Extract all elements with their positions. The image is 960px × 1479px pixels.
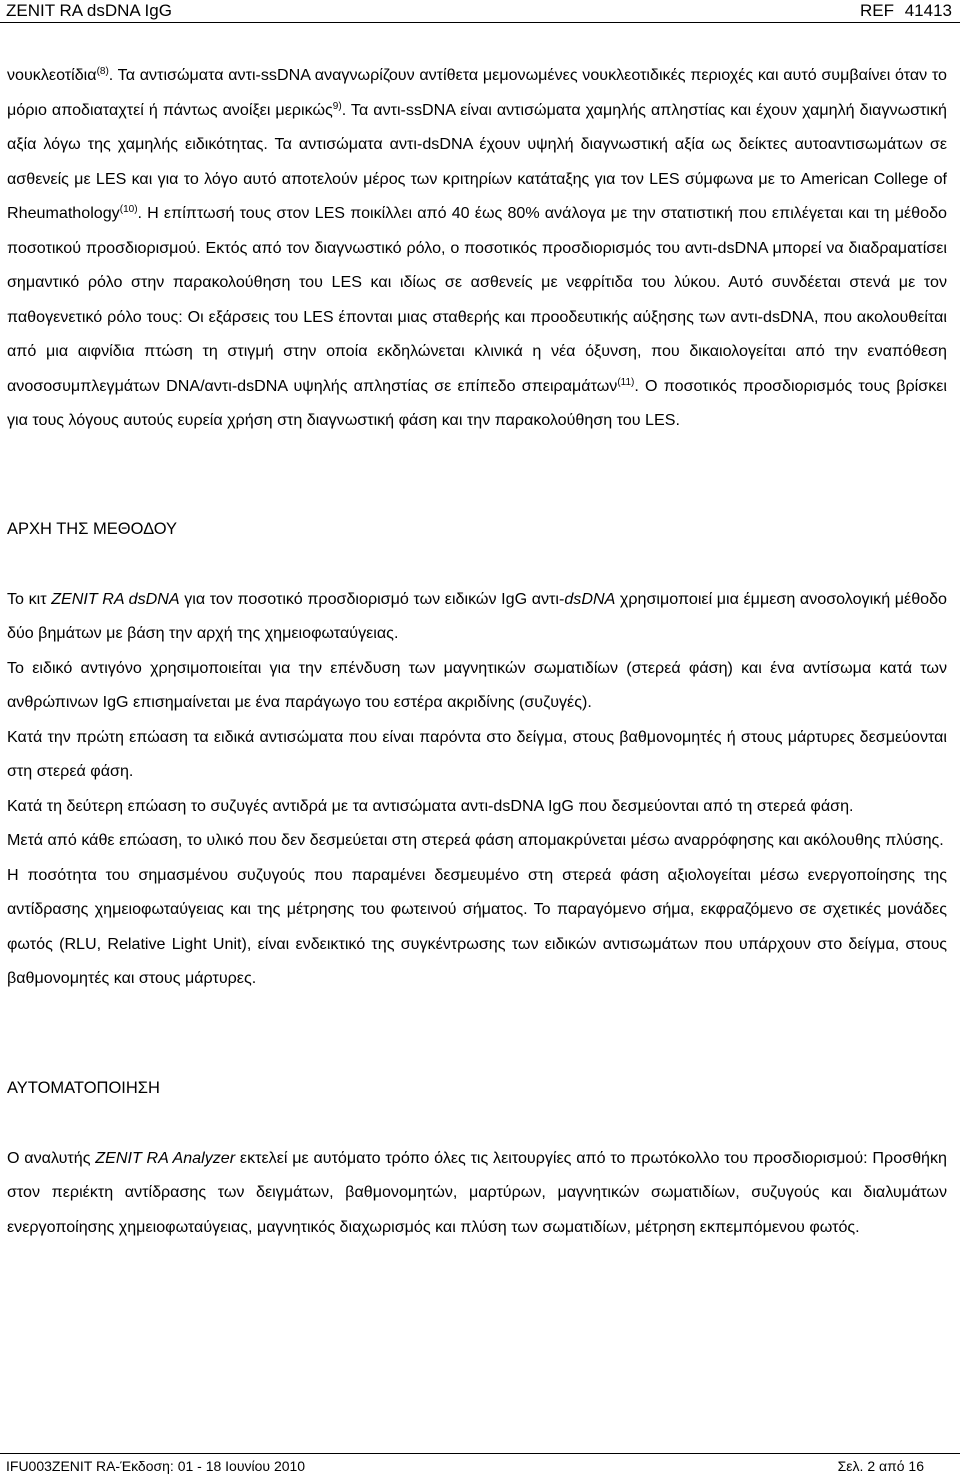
principle-p1-text-b: για τον ποσοτικό προσδιορισμό των ειδικών IgG αντι- — [179, 589, 565, 608]
intro-text-5: . Ο ποσοτικός προσδιορισμός τους βρίσκει για τους λόγους αυτούς ευρεία χρήση στη διαγνωστική φάση και την παρακολούθηση του LES. — [7, 376, 947, 429]
kit-name: ZENIT RA dsDNA — [51, 589, 180, 608]
principle-paragraph-5: Μετά από κάθε επώαση, το υλικό που δεν δεσμεύεται στη στερεά φάση απομακρύνεται μέσω αναρρόφησης και ακόλουθης πλύσης. — [7, 831, 944, 849]
principle-paragraph-4: Κατά τη δεύτερη επώαση το συζυγές αντιδρά με τα αντισώματα αντι-dsDNA IgG που δεσμεύονται από τη στερεά φάση. — [7, 796, 854, 815]
principle-section — [7, 582, 947, 996]
analyzer-name: ZENIT RA Analyzer — [95, 1148, 236, 1167]
intro-text-1: νουκλεοτίδια — [7, 66, 97, 84]
principle-paragraph-3: Κατά την πρώτη επώαση τα ειδικά αντισώματα που είναι παρόντα στο δείγμα, στους βαθμονομητές ή στους μάρτυρες δεσμεύονται στη στερεά φάση. — [7, 727, 947, 780]
document-body — [7, 58, 947, 1244]
section-heading-principle: ΑΡΧΗ ΤΗΣ ΜΕΘΟΔΟΥ — [7, 519, 178, 538]
dsdna-term: dsDNA — [564, 589, 616, 608]
automation-section — [7, 1141, 947, 1245]
section-heading-automation: ΑΥΤΟΜΑΤΟΠΟΙΗΣΗ — [7, 1078, 160, 1097]
intro-text-2: . Τα αντισώματα αντι-ssDNA αναγνωρίζουν αντίθετα μεμονωμένες νουκλεοτιδικές περιοχές και αυτό συμβαίνει όταν το μόριο αποδιαταχτεί ή πάντως ανοίξει μερικώς — [7, 66, 947, 119]
principle-paragraph-6: Η ποσότητα του σημασμένου συζυγούς που παραμένει δεσμευμένο στη στερεά φάση αξιολογείται μέσω ενεργοποίησης της αντίδρασης χημειοφωταύγειας και της μέτρησης του φωτεινού σήματος. Το παραγόμενο σήμα, εκφραζόμενο σε σχετικές μονάδες φωτός (RLU, Relative Light Unit), είναι ενδεικτικό της συγκέντρωσης των ειδικών αντισωμάτων που υπάρχουν στο δείγμα, στους βαθμονομητές και στους μάρτυρες. — [7, 865, 947, 987]
principle-paragraph-2: Το ειδικό αντιγόνο χρησιμοποιείται για την επένδυση των μαγνητικών σωματιδίων (στερεά φάση) και ένα αντίσωμα κατά των ανθρώπινων IgG επισημαίνεται με ένα παράγωγο του εστέρα ακριδίνης (συζυγές). — [7, 658, 947, 711]
ref-9: 9) — [332, 100, 342, 112]
footer-page-number: Σελ. 2 από 16 — [837, 1458, 924, 1474]
ref-10: (10) — [119, 204, 138, 215]
header-ref: REF 41413 — [860, 1, 952, 20]
principle-p1-text-c: χρησιμοποιεί μια έμμεση ανοσολογική μέθοδο δύο βημάτων με βάση την αρχή της χημειοφωταύγειας. — [7, 589, 948, 642]
ref-11: (11) — [617, 376, 635, 388]
page-header — [0, 0, 960, 23]
automation-paragraph — [7, 1141, 947, 1245]
intro-paragraph — [7, 58, 947, 438]
footer-document-id: IFU003ZENIT RA-Έκδοση: 01 - 18 Ιουνίου 2010 — [6, 1458, 306, 1474]
automation-text-b: εκτελεί με αυτόματο τρόπο όλες τις λειτουργίες από το πρωτόκολλο του προσδιορισμού: Προσθήκη στον περιέκτη αντίδρασης των δειγμάτων, βαθμονομητών, μαρτύρων, μαγνητικών σωματιδίων, συζυγούς και διαλυμάτων ενεργοποίησης χημειοφωταύγειας, μαγνητικός διαχωρισμός και πλύση των σωματιδίων, μέτρηση εκπεμπόμενου φωτός. — [7, 1148, 947, 1236]
principle-p1-text-a: Το κιτ — [7, 589, 52, 608]
ref-8: (8) — [96, 66, 109, 77]
principle-paragraph-1 — [7, 582, 947, 651]
intro-text-4: . Η επίπτωσή τους στον LES ποικίλλει από 40 έως 80% ανάλογα με την στατιστική που επιλέγεται και τη μέθοδο ποσοτικού προσδιορισμού. Εκτός από τον διαγνωστικό ρόλο, ο ποσοτικός προσδιορισμός του αντι-dsDNA μπορεί να διαδραματίσει σημαντικό ρόλο στην παρακολούθηση του LES και ιδίως σε ασθενείς με νεφρίτιδα του λύκου. Αυτό συνδέεται στενά με τον παθογενετικό ρόλο τους: Οι εξάρσεις του LES έπονται μιας σταθερής και προοδευτικής αύξησης των αντι-dsDNA, που ακολουθείται από μια αιφνίδια πτώση τη στιγμή στην οποία εκδηλώνεται κλινικά η νέα όξυνση, που δικαιολογείται από την εναπόθεση ανοσοσυμπλεγμάτων DNA/αντι-dsDNA υψηλής απληστίας σε επίπεδο σπειραμάτων — [7, 204, 947, 395]
header-title: ZENIT RA dsDNA IgG — [6, 1, 172, 20]
page-footer — [0, 1453, 960, 1479]
automation-text-a: Ο αναλυτής — [7, 1148, 96, 1167]
intro-text-3: . Τα αντι-ssDNA είναι αντισώματα χαμηλής απληστίας και έχουν χαμηλή διαγνωστική αξία λόγω της χαμηλής ειδικότητας. Τα αντισώματα αντι-dsDNA έχουν υψηλή διαγνωστική αξία ως δείκτες αυτοαντισωμάτων σε ασθενείς με LES και για το λόγο αυτό αποτελούν μέρος των κριτηρίων κατάταξης για τον LES σύμφωνα με το American College of Rheumathology — [7, 100, 947, 222]
